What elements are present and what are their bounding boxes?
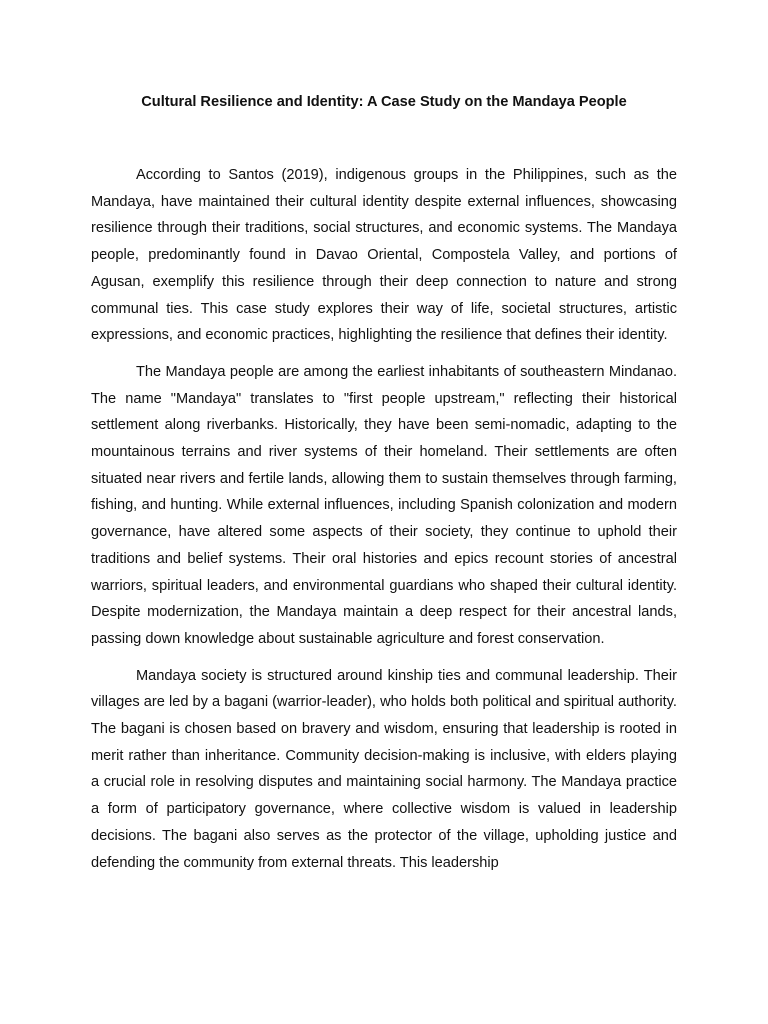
document-body <box>91 162 677 886</box>
paragraph-social-structure: Mandaya society is structured around kinship ties and communal leadership. Their villages are led by a bagani (warrior-leader), who holds both political and spiritual authority. The bagani is chosen based on bravery and wisdom, ensuring that leadership is rooted in merit rather than inheritance. Community decision-making is inclusive, with elders playing a crucial role in resolving disputes and maintaining social harmony. The Mandaya practice a form of participatory governance, where collective wisdom is valued in leadership decisions. The bagani also serves as the protector of the village, upholding justice and defending the community from external threats. This leadership <box>91 667 677 871</box>
document-title: Cultural Resilience and Identity: A Case Study on the Mandaya People <box>141 94 627 110</box>
paragraph-history: The Mandaya people are among the earliest inhabitants of southeastern Mindanao. The name "Mandaya" translates to "first people upstream," reflecting their historical settlement along riverbanks. Historically, they have been semi-nomadic, adapting to the mountainous terrains and river systems of their homeland. Their settlements are often situated near rivers and fertile lands, allowing them to sustain themselves through farming, fishing, and hunting. While external influences, including Spanish colonization and modern governance, have altered some aspects of their society, they continue to uphold their traditions and belief systems. Their oral histories and epics recount stories of ancestral warriors, spiritual leaders, and environmental guardians who shaped their cultural identity. Despite modernization, the Mandaya maintain a deep respect for their ancestral lands, passing down knowledge about sustainable agriculture and forest conservation. <box>91 363 677 647</box>
paragraph-introduction: According to Santos (2019), indigenous groups in the Philippines, such as the Mandaya, have maintained their cultural identity despite external influences, showcasing resilience through their traditions, social structures, and economic systems. The Mandaya people, predominantly found in Davao Oriental, Compostela Valley, and portions of Agusan, exemplify this resilience through their deep connection to nature and strong communal ties. This case study explores their way of life, societal structures, artistic expressions, and economic practices, highlighting the resilience that defines their identity. <box>91 167 677 344</box>
